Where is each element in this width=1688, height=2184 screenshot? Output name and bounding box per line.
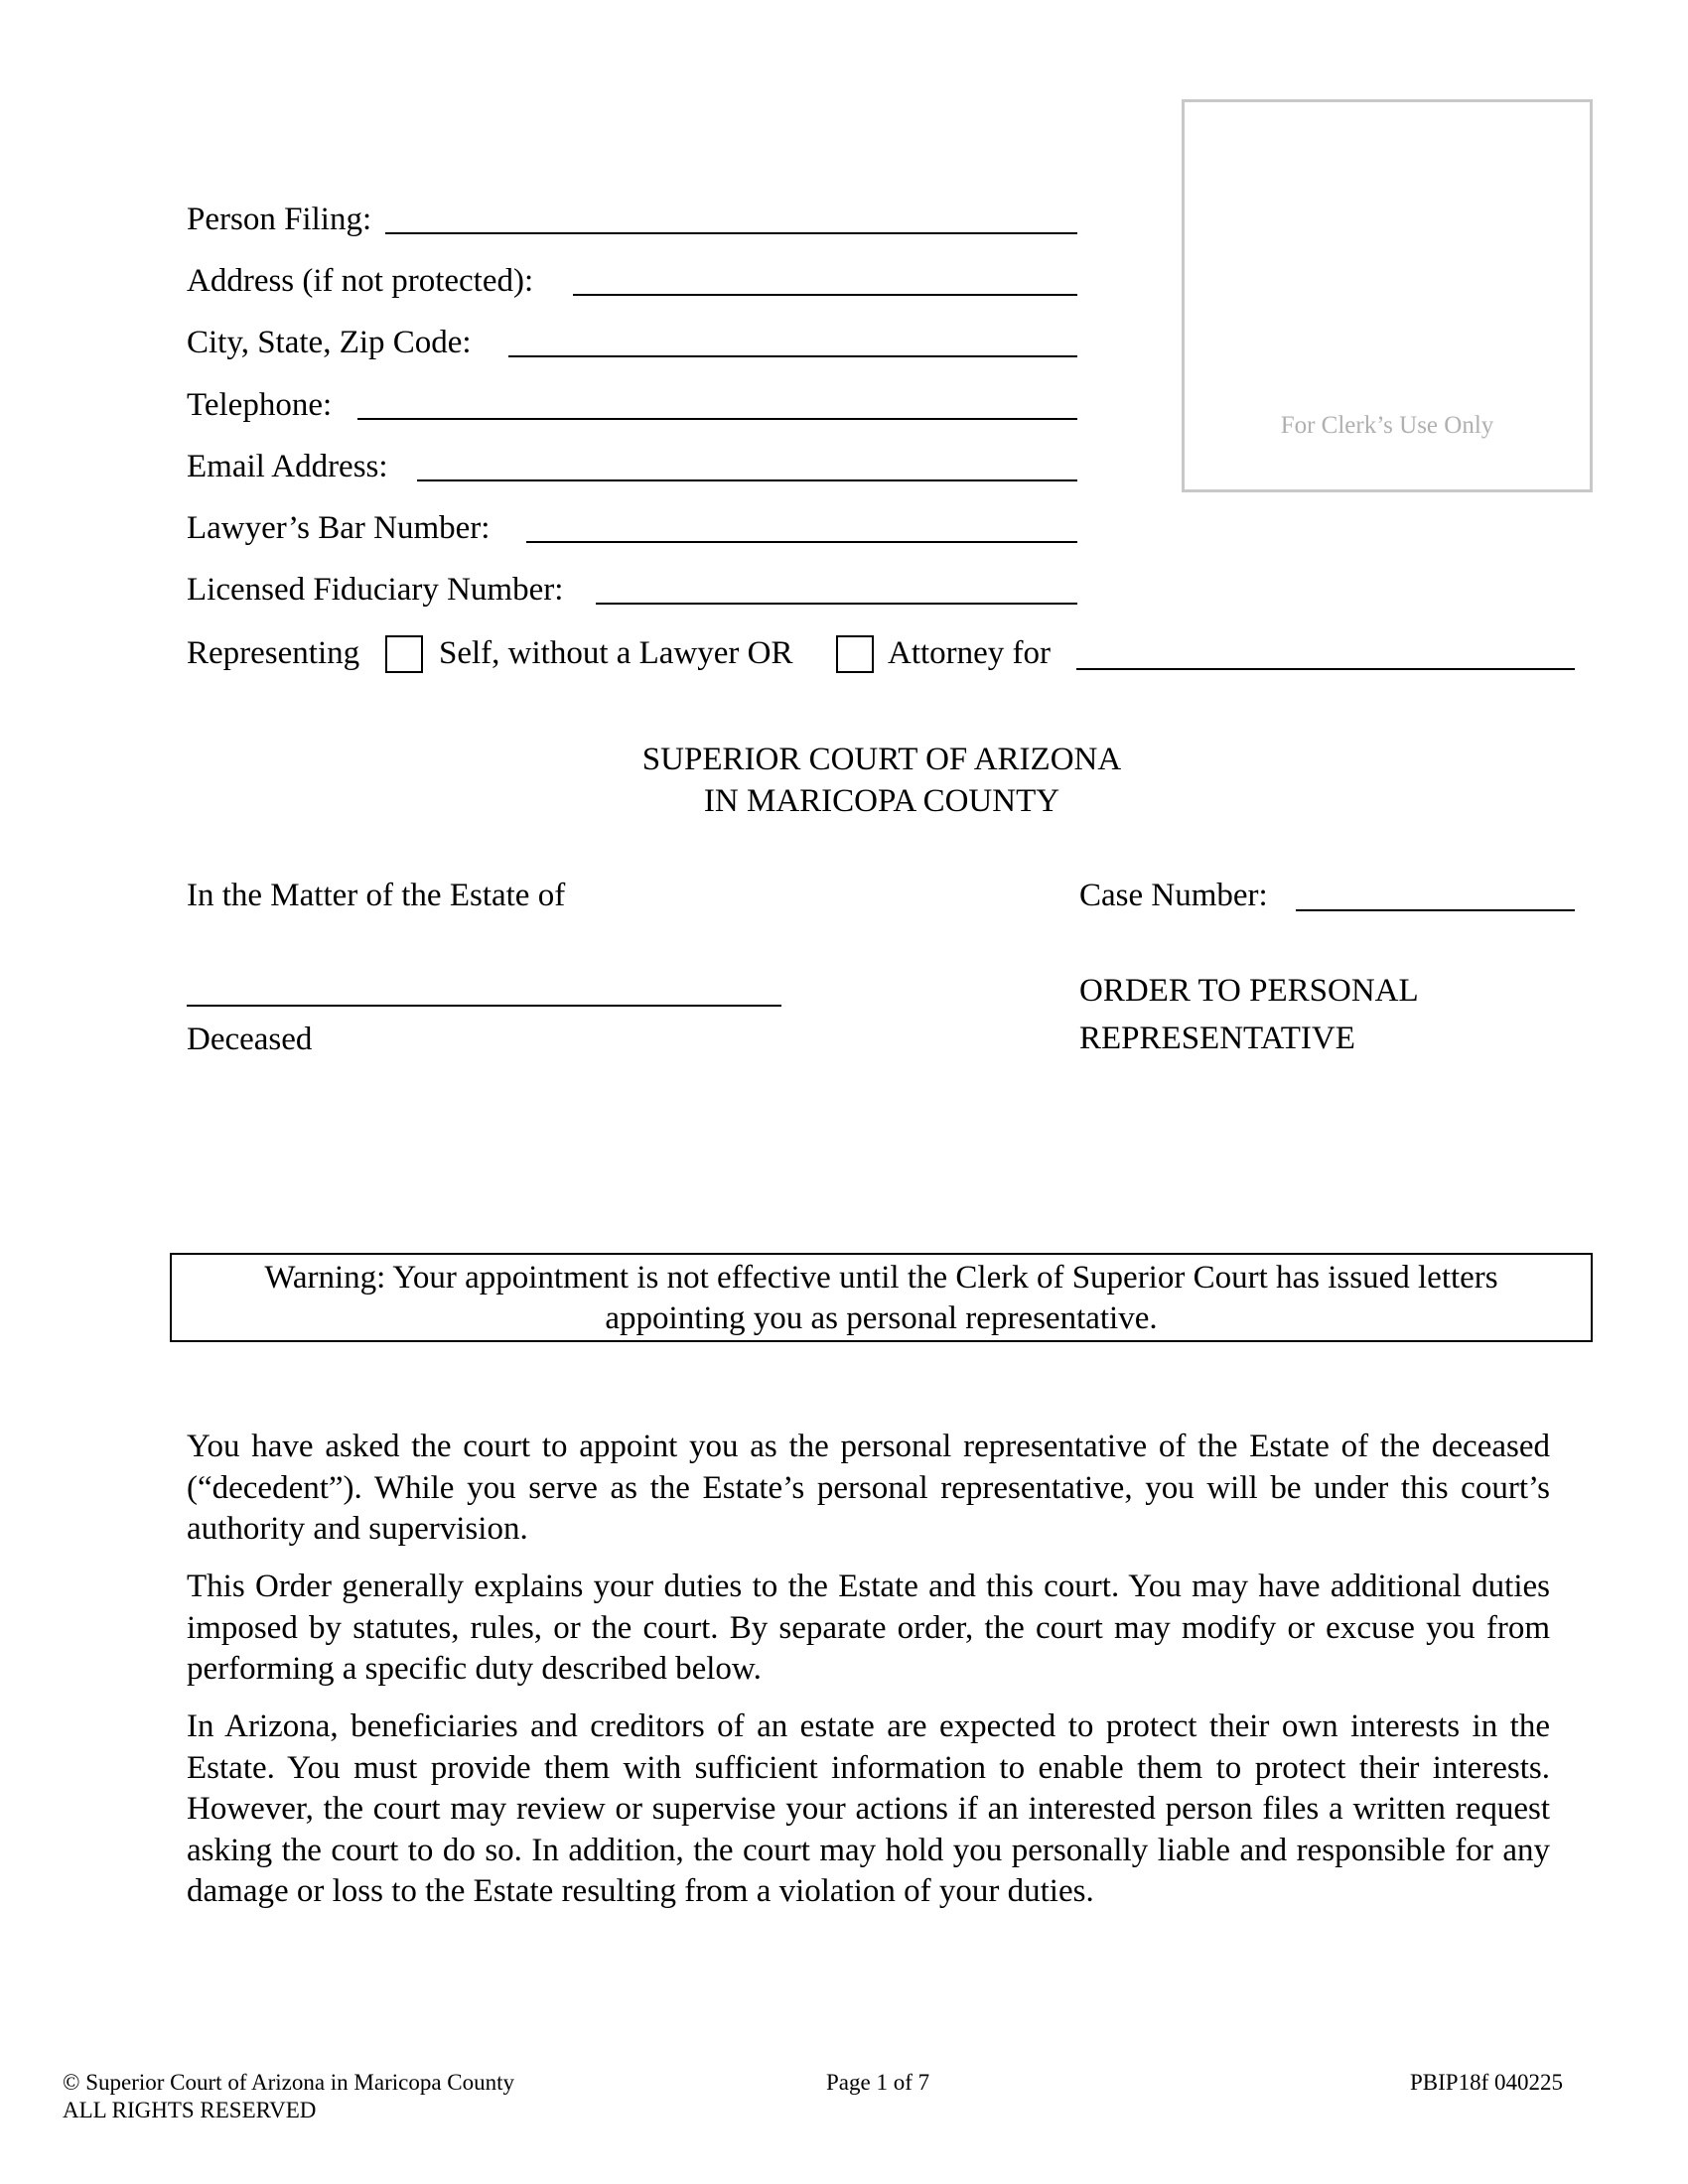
representing-label: Representing [187, 635, 360, 671]
address-input[interactable] [573, 294, 1077, 296]
footer-form-id: PBIP18f 040225 [1410, 2070, 1563, 2095]
person-filing-label: Person Filing: [187, 202, 372, 237]
clerk-use-label: For Clerk’s Use Only [1280, 412, 1494, 439]
bar-number-input[interactable] [526, 541, 1077, 543]
address-label: Address (if not protected): [187, 263, 534, 299]
court-name: SUPERIOR COURT OF ARIZONA [641, 742, 1122, 777]
body-paragraph-2: This Order generally explains your duties to the Estate and this court. You may have additional duties imposed by statutes, rules, or the court. By separate order, the court may modify or excuse you from performing a specific duty described below. [187, 1569, 1550, 1687]
body-paragraph-1: You have asked the court to appoint you as the personal representative of the Estate of the deceased (“decedent”). While you serve as the Estate’s personal representative, you will be under this court’s authority and supervision. [187, 1429, 1550, 1547]
estate-matter-label: In the Matter of the Estate of [187, 878, 566, 913]
person-filing-input[interactable] [385, 232, 1077, 234]
attorney-for-input[interactable] [1076, 668, 1575, 670]
bar-number-label: Lawyer’s Bar Number: [187, 510, 491, 546]
clerk-use-box [1182, 99, 1593, 492]
footer-copyright: © Superior Court of Arizona in Maricopa County [63, 2070, 515, 2095]
fiduciary-number-input[interactable] [596, 603, 1077, 605]
deceased-label: Deceased [187, 1022, 313, 1057]
warning-line2: appointing you as personal representative. [605, 1300, 1158, 1336]
footer-page-number: Page 1 of 7 [826, 2070, 930, 2095]
document-title-line2: REPRESENTATIVE [1079, 1021, 1355, 1056]
document-title-line1: ORDER TO PERSONAL [1079, 973, 1419, 1009]
telephone-label: Telephone: [187, 387, 333, 423]
court-county: IN MARICOPA COUNTY [703, 783, 1060, 819]
footer-rights: ALL RIGHTS RESERVED [63, 2098, 317, 2122]
attorney-checkbox[interactable] [836, 635, 874, 673]
fiduciary-number-label: Licensed Fiduciary Number: [187, 572, 564, 608]
body-paragraph-3: In Arizona, beneficiaries and creditors of an estate are expected to protect their own interests in the Estate. You must provide them with sufficient information to enable them to protect their interests. However, the court may review or supervise your actions if an interested person files a written request asking the court to do so. In addition, the court may hold you personally liable and responsible for any damage or loss to the Estate resulting from a violation of your duties. [187, 1708, 1550, 1909]
self-option-label: Self, without a Lawyer OR [439, 635, 793, 671]
city-state-zip-input[interactable] [508, 355, 1077, 357]
city-state-zip-label: City, State, Zip Code: [187, 325, 472, 360]
case-number-label: Case Number: [1079, 878, 1268, 913]
self-checkbox[interactable] [385, 635, 423, 673]
decedent-name-input[interactable] [187, 1005, 781, 1007]
telephone-input[interactable] [357, 418, 1077, 420]
attorney-option-label: Attorney for [888, 635, 1052, 671]
email-label: Email Address: [187, 449, 388, 484]
case-number-input[interactable] [1296, 909, 1575, 911]
email-input[interactable] [417, 479, 1077, 481]
warning-line1: Warning: Your appointment is not effective until the Clerk of Superior Court has issued letters [264, 1260, 1498, 1296]
warning-box [170, 1253, 1593, 1342]
